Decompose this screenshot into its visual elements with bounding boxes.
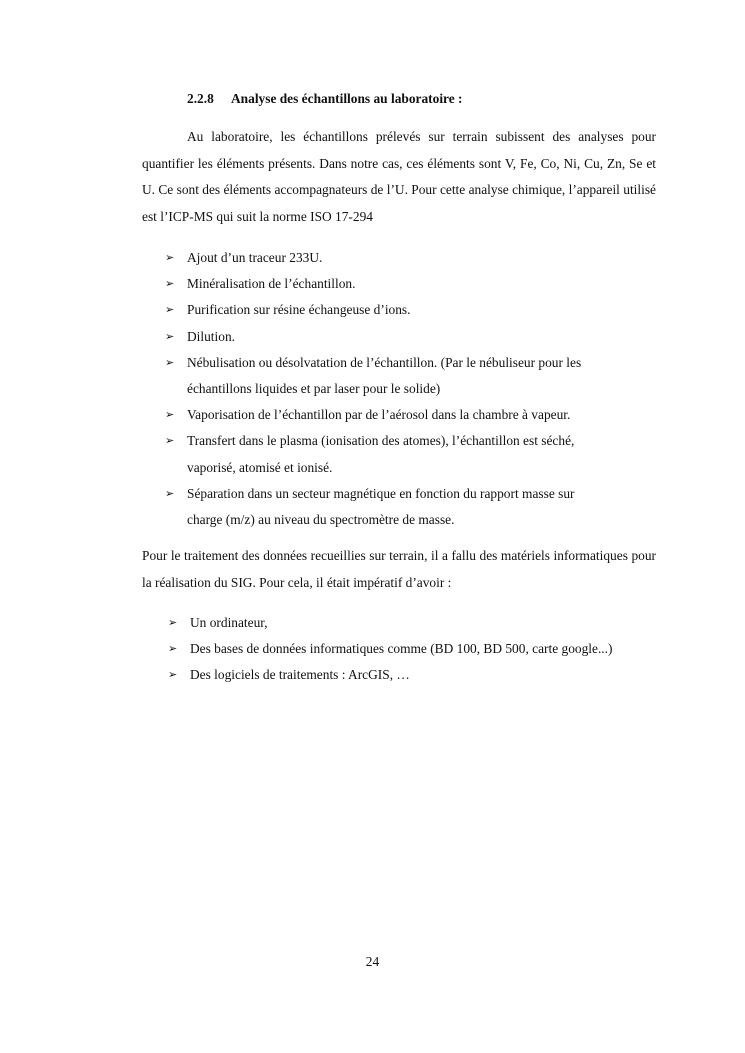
list-item-text: Des bases de données informatiques comme (BD 100, BD 500, carte google...) [190,641,613,657]
list-item-text: vaporisé, atomisé et ionisé. [187,459,333,475]
list-item-text: Purification sur résine échangeuse d’ions. [187,302,411,318]
data-processing-paragraph: Pour le traitement des données recueillies sur terrain, il a fallu des matériels informatiques pour la réalisation du SIG. Pour cela, il était impératif d’avoir : [142,548,656,590]
list-item-text: Minéralisation de l’échantillon. [187,276,356,292]
list-item-text: Nébulisation ou désolvatation de l’échantillon. (Par le nébuliseur pour les [187,354,582,370]
section-heading [187,91,463,107]
list-item [165,297,581,323]
arrowhead-bullet-icon: ➢ [165,303,175,317]
list-item [165,324,581,350]
list-item-text: Un ordinateur, [190,615,268,630]
list-item-text: Dilution. [187,328,235,344]
equipment-list [168,610,612,689]
arrowhead-bullet-icon: ➢ [165,355,175,369]
arrowhead-bullet-icon: ➢ [165,329,175,343]
list-item [168,662,612,688]
list-item [165,402,581,428]
list-item [165,245,581,271]
list-item [165,271,581,297]
arrowhead-bullet-icon: ➢ [168,642,178,656]
list-item-text: Ajout d’un traceur 233U. [187,250,323,265]
list-item-text: Vaporisation de l’échantillon par de l’aérosol dans la chambre à vapeur. [187,407,571,423]
arrowhead-bullet-icon: ➢ [165,486,175,500]
arrowhead-bullet-icon: ➢ [165,434,175,448]
list-item [165,428,581,480]
list-item-text: charge (m/z) au niveau du spectromètre de masse. [187,512,455,528]
list-item-text: Des logiciels de traitements : ArcGIS, … [190,667,410,683]
section-number: 2.2.8 [187,91,214,106]
list-item [168,610,612,636]
arrowhead-bullet-icon: ➢ [165,277,175,291]
arrowhead-bullet-icon: ➢ [168,616,178,629]
arrowhead-bullet-icon: ➢ [168,668,178,682]
list-item [165,481,581,533]
list-item [168,636,612,662]
list-item-text: Transfert dans le plasma (ionisation des atomes), l’échantillon est séché, [187,433,575,449]
list-item-text: échantillons liquides et par laser pour le solide) [187,381,441,397]
arrowhead-bullet-icon: ➢ [165,251,175,264]
list-item [165,350,581,402]
arrowhead-bullet-icon: ➢ [165,408,175,422]
page-number: 24 [365,954,380,969]
intro-paragraph: Au laboratoire, les échantillons prélevés sur terrain subissent des analyses pour quantifier les éléments présents. Dans notre cas, ces éléments sont V, Fe, Co, Ni, Cu, Zn, Se et U. Ce sont des éléments accompagnateurs de l’U. Pour cette analyse chimique, l’appareil utilisé est l’ICP-MS qui suit la norme ISO 17-294 [142,129,656,224]
analysis-steps-list [165,245,581,533]
section-title: Analyse des échantillons au laboratoire : [231,91,463,106]
list-item-text: Séparation dans un secteur magnétique en fonction du rapport masse sur [187,485,575,501]
